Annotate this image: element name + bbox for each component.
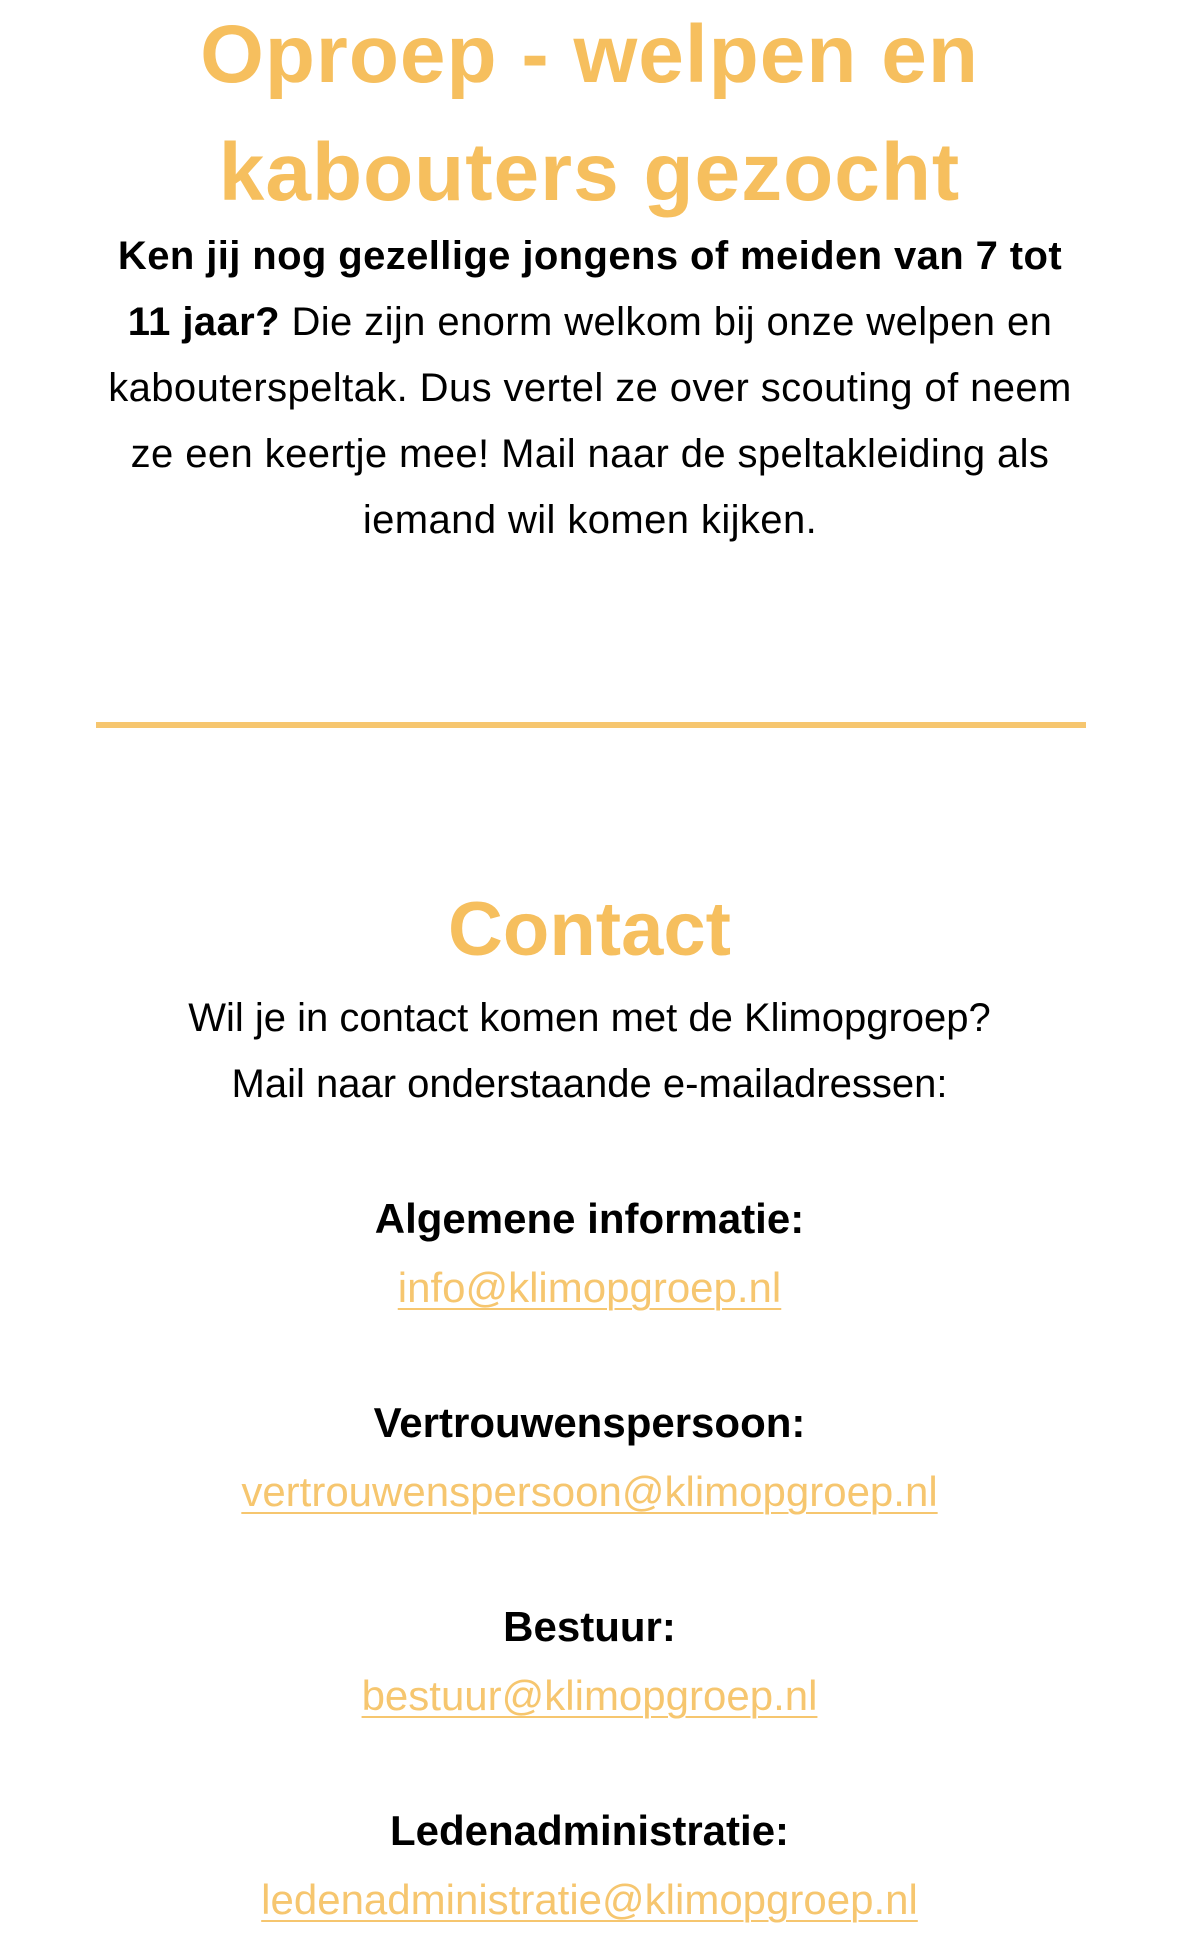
email-link-vertrouwenspersoon[interactable]: vertrouwenspersoon@klimopgroep.nl [241,1468,938,1515]
contact-intro [0,985,1179,1117]
oproep-paragraph-text: Die zijn enorm welkom bij onze welpen en kabouterspeltak. Dus vertel ze over scouting of neem ze een keertje mee! Mail naar de speltakleiding als iemand wil komen kijken. [108,300,1072,542]
oproep-heading [0,0,1179,232]
contact-label: Vertrouwenspersoon: [373,1399,806,1446]
contact-label: Algemene informatie: [374,1195,805,1242]
email-link-ledenadministratie[interactable]: ledenadministratie@klimopgroep.nl [261,1876,918,1923]
contact-label: Bestuur: [503,1603,676,1650]
email-link-info[interactable]: info@klimopgroep.nl [397,1264,782,1311]
contact-entry-bestuur [0,1593,1179,1731]
section-divider [96,722,1086,728]
contact-intro-line2: Mail naar onderstaande e-mailadressen: [231,1062,948,1106]
contact-entry-vertrouwenspersoon [0,1389,1179,1527]
contact-entry-ledenadministratie [0,1797,1179,1935]
email-link-bestuur[interactable]: bestuur@klimopgroep.nl [361,1672,818,1719]
contact-entry-algemene-informatie [0,1185,1179,1323]
contact-intro-line1: Wil je in contact komen met de Klimopgroep? [188,996,991,1040]
oproep-paragraph [95,223,1085,553]
contact-heading: Contact [448,887,731,972]
oproep-heading-line2: kabouters gezocht [218,127,961,218]
oproep-paragraph-bold: Ken jij nog gezellige jongens of meiden van 7 tot 11 jaar? [117,234,1063,344]
contact-label: Ledenadministratie: [389,1807,790,1854]
oproep-heading-line1: Oproep - welpen en [200,9,979,100]
